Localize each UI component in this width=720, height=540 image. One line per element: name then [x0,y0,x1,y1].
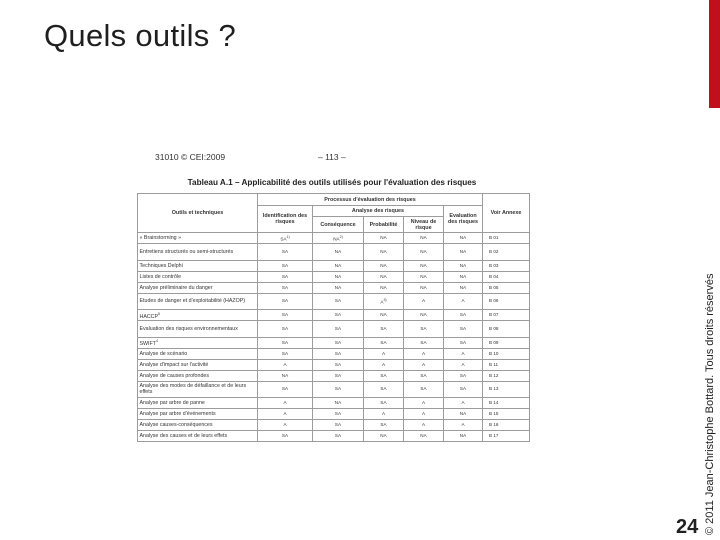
identification-value [258,398,313,409]
probability-value-text: SA [380,400,387,405]
risk-level-value [404,271,444,282]
table-row [138,398,530,409]
evaluation-value-text: SA [459,386,467,392]
probability-value [364,398,404,409]
evaluation-value [444,359,483,370]
document-header [155,152,346,162]
identification-value-text: SA [281,339,289,345]
identification-value [258,337,313,348]
tool-name [138,359,258,370]
probability-value-text: SA [380,372,387,378]
table-row [138,260,530,271]
tool-name [138,381,258,398]
tool-name-text: Analyse par arbre d'événements [139,411,216,417]
identification-value-text: SA [280,236,287,242]
header-probability: Probabilité [364,217,404,233]
consequence-value-text: SA [334,372,342,378]
risk-level-value-text: NA [420,273,427,279]
consequence-value-text: SA [334,350,342,356]
evaluation-value-text: SA [459,312,467,317]
probability-value [364,260,404,271]
table-row [138,431,530,442]
annex-reference-text: B 05 [489,284,499,290]
consequence-value-text: NA [334,273,342,279]
risk-level-value [404,321,444,338]
evaluation-value-text: A [461,350,465,356]
consequence-value [313,233,364,244]
evaluation-value [444,409,483,420]
probability-value-text: A [381,411,386,416]
evaluation-value-text: NA [459,273,467,279]
table-caption: Tableau A.1 – Applicabilité des outils utilisés pour l'évaluation des risques [187,178,477,187]
consequence-value-text: SA [334,361,342,367]
consequence-value-text: SA [334,339,342,345]
probability-value-text: SA [380,325,387,331]
table-row [138,293,530,310]
risk-level-value-text: SA [420,325,427,331]
risk-level-value [404,293,444,310]
evaluation-value [444,282,483,293]
tool-name [138,420,258,431]
tool-name [138,337,258,348]
table-row [138,348,530,359]
identification-value [258,271,313,282]
risk-level-value-text: NA [420,284,427,290]
footnote-mark: 4 [155,339,158,344]
consequence-value [313,244,364,261]
risk-level-value [404,409,444,420]
risk-level-value-text: SA [420,386,427,392]
consequence-value-text: NA [334,284,342,290]
consequence-value [313,381,364,398]
identification-value [258,431,313,442]
identification-value-text: SA [281,248,289,254]
consequence-value [313,310,364,321]
annex-reference [483,381,530,398]
evaluation-value-text: NA [459,411,467,416]
tool-name [138,409,258,420]
evaluation-value-text: NA [459,433,467,438]
probability-value [364,381,404,398]
annex-reference-text: B 16 [489,422,499,427]
annex-reference [483,321,530,338]
consequence-value [313,420,364,431]
identification-value [258,420,313,431]
tool-name-text: Analyse par arbre de panne [139,400,205,406]
annex-reference [483,337,530,348]
risk-level-value [404,370,444,381]
header-evaluation: Evaluation des risques [444,206,483,233]
consequence-value-text: SA [334,433,342,438]
annex-reference [483,370,530,381]
table-row [138,233,530,244]
identification-value-text: A [283,422,287,427]
annex-reference-text: B 14 [489,400,499,405]
table-body [138,233,530,442]
table-row [138,359,530,370]
tool-name [138,282,258,293]
consequence-value [313,271,364,282]
probability-value [364,420,404,431]
probability-value-text: NA [380,312,387,317]
annex-reference [483,233,530,244]
probability-value-text: NA [380,248,387,254]
consequence-value [313,293,364,310]
probability-value [364,370,404,381]
tool-name [138,370,258,381]
footnote-mark: 5 [158,311,160,316]
table-row [138,370,530,381]
risk-level-value [404,348,444,359]
document-page-number: – 113 – [318,152,346,162]
annex-reference [483,260,530,271]
risk-level-value-text: A [421,411,426,416]
annex-reference-text: B 03 [489,262,499,268]
evaluation-value-text: NA [459,262,467,268]
identification-value-text: SA [281,298,289,304]
identification-value [258,359,313,370]
tool-name [138,310,258,321]
probability-value [364,348,404,359]
risk-level-value-text: NA [420,262,427,268]
annex-reference-text: B 11 [489,361,499,367]
identification-value [258,321,313,338]
table-row [138,271,530,282]
consequence-value-text: NA [334,248,342,254]
header-risk-level: Niveau de risque [404,217,444,233]
identification-value [258,409,313,420]
tool-name-text: Techniques Delphi [139,262,183,269]
probability-value-text: A [380,299,384,305]
identification-value-text: SA [281,325,289,331]
header-tools: Outils et techniques [138,194,258,233]
consequence-value [313,348,364,359]
evaluation-value-text: A [461,400,465,405]
probability-value [364,337,404,348]
evaluation-value-text: A [461,422,465,427]
probability-value [364,310,404,321]
tool-name-text: Analyse des modes de défaillance et de leurs effets [139,383,247,396]
identification-value-text: SA [281,312,289,317]
slide-title: Quels outils ? [44,18,237,53]
consequence-value-text: NA [333,236,340,242]
consequence-value [313,431,364,442]
probability-value-text: NA [380,284,387,290]
annex-reference [483,271,530,282]
table-row [138,409,530,420]
header-identification: Identification des risques [258,206,313,233]
annex-reference [483,244,530,261]
consequence-value-text: SA [334,312,342,317]
evaluation-value [444,293,483,310]
evaluation-value-text: NA [459,248,467,254]
probability-value [364,282,404,293]
annex-reference-text: B 01 [489,235,499,240]
evaluation-value-text: NA [459,284,467,290]
consequence-value-text: SA [334,298,342,304]
consequence-value-text: NA [334,400,342,405]
probability-value [364,293,404,310]
consequence-value-text: SA [334,386,342,392]
tool-name [138,244,258,261]
identification-value-text: SA [281,284,289,290]
tool-name-text: Analyse préliminaire du danger [139,284,213,291]
table-row [138,282,530,293]
annex-reference-text: B 07 [489,312,499,317]
table-row [138,310,530,321]
annex-reference-text: B 17 [489,433,499,438]
tool-name [138,233,258,244]
probability-value-text: SA [380,339,387,345]
identification-value-text: NA [281,372,289,378]
probability-value-text: NA [380,262,387,268]
evaluation-value [444,348,483,359]
evaluation-value-text: SA [459,325,467,331]
probability-value [364,321,404,338]
identification-value-text: SA [281,273,289,279]
consequence-value-text: SA [334,325,342,331]
evaluation-value [444,260,483,271]
annex-reference-text: B 09 [489,339,499,345]
consequence-value [313,409,364,420]
tool-name [138,398,258,409]
consequence-value-text: NA [334,262,342,268]
risk-level-value-text: NA [420,312,427,317]
evaluation-value [444,233,483,244]
risk-level-value-text: A [421,422,426,427]
footnote-mark: 2) [339,234,343,239]
risk-level-value-text: SA [420,339,427,345]
table-row [138,321,530,338]
probability-value [364,431,404,442]
copyright-notice: © 2011 Jean-Christophe Bottard. Tous droits réservés [704,273,716,535]
probability-value [364,244,404,261]
consequence-value [313,359,364,370]
annex-reference-text: B 08 [489,325,499,331]
evaluation-value [444,310,483,321]
consequence-value [313,398,364,409]
footnote-mark: 1) [286,234,290,239]
annex-reference [483,431,530,442]
tool-name [138,348,258,359]
annex-reference [483,310,530,321]
tool-name-text: HACCP [139,313,159,320]
risk-level-value [404,359,444,370]
table-row [138,337,530,348]
risk-level-value [404,233,444,244]
risk-level-value [404,260,444,271]
identification-value-text: SA [281,262,289,268]
tool-name-text: Listes de contrôle [139,273,182,280]
identification-value-text: SA [281,433,289,438]
probability-value-text: NA [380,433,387,438]
annex-reference [483,409,530,420]
tool-name-text: Analyse causes-conséquences [139,422,213,428]
evaluation-value [444,398,483,409]
probability-value-text: NA [380,273,387,279]
risk-level-value [404,310,444,321]
risk-level-value-text: NA [420,248,427,254]
risk-level-value-text: A [421,298,426,304]
risk-level-value [404,244,444,261]
accent-bar [709,0,720,108]
probability-value [364,409,404,420]
identification-value [258,282,313,293]
risk-level-value [404,398,444,409]
annex-reference [483,359,530,370]
annex-reference [483,348,530,359]
risk-level-value-text: A [421,350,426,356]
tool-name-text: SWIFT [139,340,156,347]
consequence-value [313,282,364,293]
header-process: Processus d'évaluation des risques [258,194,483,206]
evaluation-value [444,420,483,431]
consequence-value-text: SA [334,411,342,416]
annex-reference-text: B 13 [489,386,499,392]
evaluation-value-text: SA [459,339,467,345]
identification-value [258,260,313,271]
tool-name-text: « Brainstorming » [139,235,182,241]
risk-level-value-text: A [421,400,426,405]
evaluation-value-text: A [461,361,465,367]
annex-reference [483,398,530,409]
tool-name-text: Etudes de danger et d'exploitabilité (HAZOP) [139,298,246,305]
annex-reference-text: B 04 [489,273,499,279]
risk-level-value-text: SA [420,372,427,378]
identification-value-text: A [283,411,287,416]
tool-name [138,260,258,271]
annex-reference-text: B 10 [489,350,499,356]
identification-value [258,348,313,359]
evaluation-value [444,381,483,398]
annex-reference-text: B 06 [489,298,499,304]
tool-name-text: Analyse des causes et de leurs effets [139,433,228,439]
probability-value [364,359,404,370]
table-row [138,381,530,398]
identification-value [258,370,313,381]
annex-reference [483,282,530,293]
tool-name-text: Evaluation des risques environnementaux [139,325,238,332]
identification-value [258,293,313,310]
annex-reference-text: B 02 [489,248,499,254]
evaluation-value [444,431,483,442]
standard-reference: 31010 © CEI:2009 [155,152,226,162]
risk-level-value [404,337,444,348]
annex-reference-text: B 12 [489,372,499,378]
identification-value [258,233,313,244]
evaluation-value-text: SA [459,372,467,378]
consequence-value [313,337,364,348]
probability-value-text: NA [380,235,387,240]
probability-value [364,271,404,282]
tool-name [138,271,258,282]
annex-reference-text: B 15 [489,411,499,416]
identification-value-text: SA [281,386,289,392]
identification-value [258,381,313,398]
probability-value-text: A [381,350,386,356]
tool-name [138,293,258,310]
probability-value-text: A [381,361,386,367]
identification-value [258,310,313,321]
evaluation-value [444,370,483,381]
identification-value [258,244,313,261]
evaluation-value-text: A [461,298,465,304]
evaluation-value-text: NA [459,235,467,240]
consequence-value [313,260,364,271]
risk-level-value-text: A [421,361,426,367]
risk-level-value [404,282,444,293]
risk-level-value-text: NA [420,433,427,438]
header-annex: Voir Annexe [483,194,530,233]
tools-table [137,193,530,442]
header-analysis: Analyse des risques [313,206,444,217]
table-row [138,244,530,261]
annex-reference [483,293,530,310]
evaluation-value [444,271,483,282]
risk-level-value [404,431,444,442]
tool-name-text: Analyse de causes profondes [139,372,209,379]
tool-name-text: Analyse d'impact sur l'activité [139,361,209,368]
identification-value-text: A [283,361,287,367]
evaluation-value [444,244,483,261]
annex-reference [483,420,530,431]
probability-value [364,233,404,244]
identification-value-text: A [283,400,287,405]
tool-name-text: Entretiens structurés ou semi-structurés [139,248,234,255]
risk-level-value [404,381,444,398]
tool-name [138,321,258,338]
risk-level-value [404,420,444,431]
tool-name [138,431,258,442]
footnote-mark: 3) [383,297,387,302]
identification-value-text: SA [281,350,289,356]
consequence-value-text: SA [334,422,342,427]
consequence-value [313,370,364,381]
page-number: 24 [676,516,699,538]
header-consequence: Conséquence [313,217,364,233]
document-scan [135,145,535,490]
probability-value-text: SA [380,386,387,392]
risk-level-value-text: NA [420,235,427,240]
tool-name-text: Analyse de scénario [139,350,188,357]
probability-value-text: SA [380,422,387,427]
evaluation-value [444,337,483,348]
evaluation-value [444,321,483,338]
table-row [138,420,530,431]
consequence-value [313,321,364,338]
